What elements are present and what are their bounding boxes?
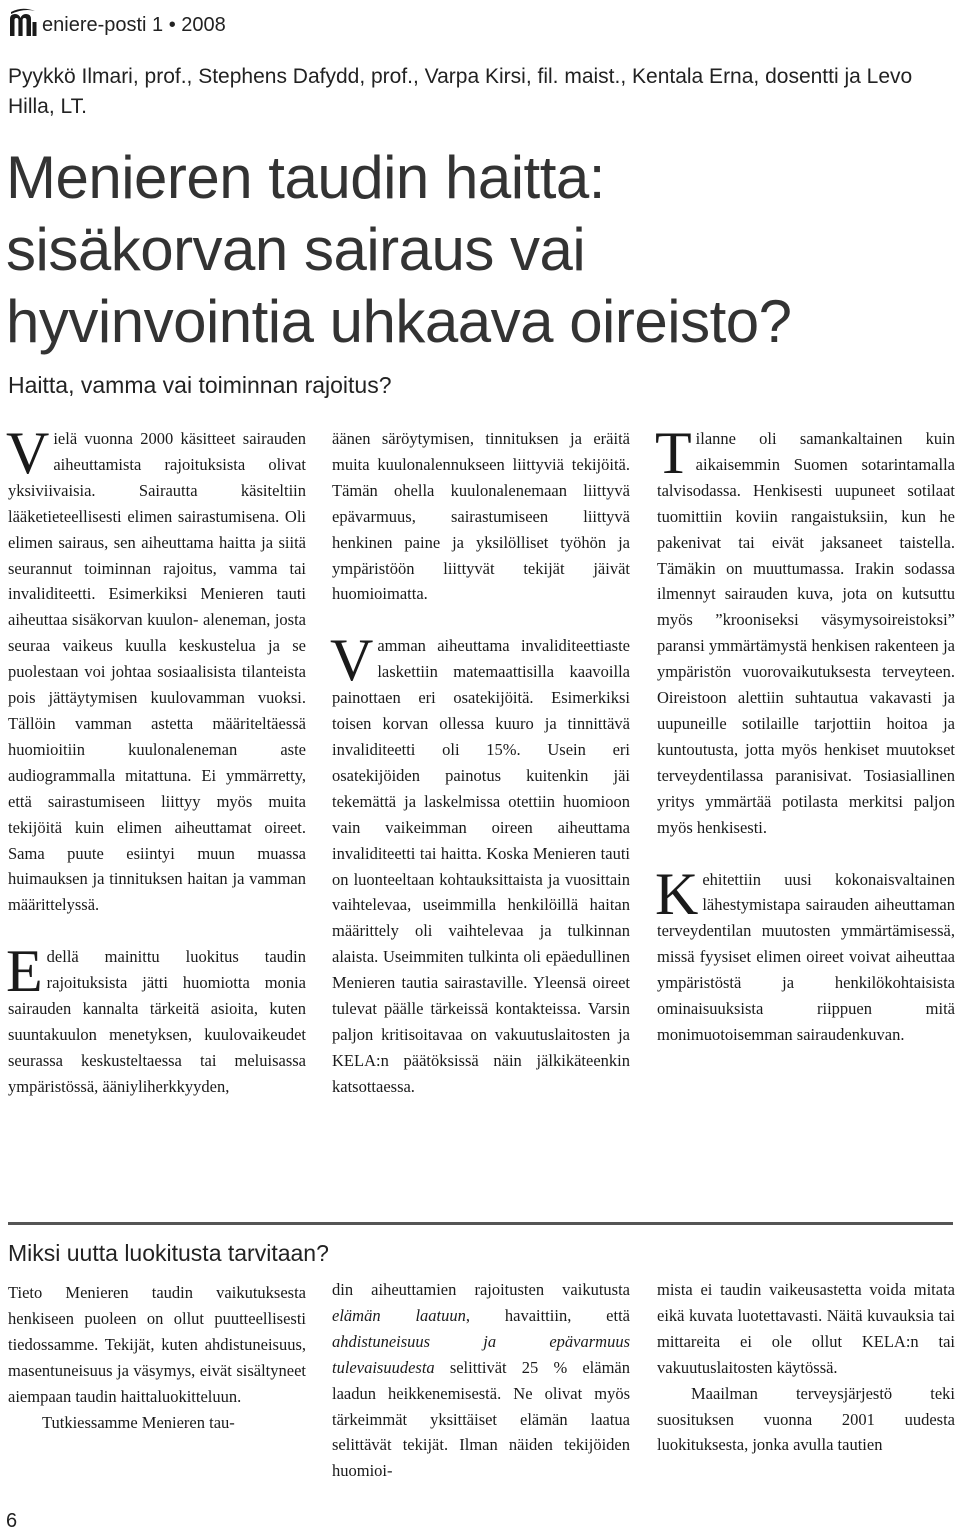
paragraph bbox=[6, 938, 306, 1099]
section-heading: Miksi uutta luokitusta tarvitaan? bbox=[8, 1240, 329, 1266]
paragraph: mista ei taudin vaikeusastetta voida mitata eikä kuvata luotettavasti. Näitä kuvauksia tai mittareita ei ole ollut KELA:n tai vakuutuslaitosten käytössä. bbox=[657, 1280, 955, 1377]
section-divider bbox=[8, 1222, 953, 1225]
page-number: 6 bbox=[6, 1510, 18, 1532]
emphasis-text: ahdistuneisuus ja epävarmuus tulevaisuudesta bbox=[332, 1331, 630, 1377]
paragraph bbox=[332, 426, 630, 607]
page-header bbox=[8, 8, 948, 40]
drop-cap: E bbox=[6, 938, 43, 1005]
paragraph-text: amman aiheuttama invaliditeettiaste laskettiin matemaattisilla kaavoilla painottaen eri osatekijöitä. Esimerkiksi toisen korvan ollessa kuuro ja tinnittävä invaliditeetti oli 15%. Usein eri osatekijöiden painotus kuitenkin jäi tekemättä ja laskelmissa otettiin huomioon vain vaikeimman oireen aiheuttama invaliditeetti tai haitta. Koska Menieren tauti on luonteeltaan kohtauksittaista ja vuosittain vaihtelevaa, useimmilla henkilöillä haitan määrittely oli vaihtelevaa ja tulkinnan alaista. Useimmiten tulkinta oli epäedullinen Menieren tautia sairastaville. Yleensä oireet tulevat päälle tärkeissä kontakteissa. Varsin paljon kritisoitavaa on vakuutuslaitosten ja KELA:n päätöksissä näin jälkikäteenkin katsottaessa. bbox=[332, 636, 630, 1096]
paragraph bbox=[655, 860, 955, 1048]
paragraph-text: ielä vuonna 2000 käsitteet sairauden aiheuttamista rajoituksista olivat yksiviivaisia. Sairautta käsiteltiin lääketieteellisesti elimen sairastumisena. Oli elimen sairaus, sen aiheuttama haitta ja siitä seurannut toiminnan rajoitus, vamma tai invaliditeetti. Esimerkiksi Menieren tauti aiheuttaa sisäkorvan kuulon- aleneman, josta seuraa vaikeus kuulla keskustelua ja se puolestaan voi johtaa sosiaalisista tilanteista pois jättäytymisen kuulovamman vuoksi. Tällöin vamman astetta määriteltäessä huomioitiin kuulonaleneman aste audiogrammalla mitattuna. Ei ymmärretty, että sairastumiseen liittyy myös muita tekijöitä kuin elimen aiheuttamat oireet. Sama puute esiintyi muun muassa huimauksen ja tinnituksen haitan ja vamman määrittelyssä. bbox=[8, 429, 306, 915]
paragraph: Tieto Menieren taudin vaikutuksesta henkiseen puoleen on ollut puutteellisesti tiedossamme. Tekijät, kuten ahdistuneisuus, masentuneisuus ja väsymys, eivät sisältyneet aiempaan taudin haittaluokitteluun. bbox=[8, 1283, 306, 1406]
title-line: Menieren taudin haitta: bbox=[6, 144, 605, 211]
text-column-4 bbox=[8, 1280, 306, 1435]
title-line: hyvinvointia uhkaava oireisto? bbox=[6, 288, 792, 355]
paragraph-text: dellä mainittu luokitus taudin rajoituksista jätti huomiotta monia sairauden kannalta tärkeitä asioita, kuten suuntakuulon menetyksen, kuulovaikeudet seurassa keskusteltaessa tai meluisassa ympäristössä, ääniyliherkkyyden, bbox=[8, 947, 306, 1096]
emphasis-text: elämän laatuun bbox=[332, 1305, 466, 1325]
paragraph: Tutkiessamme Menieren tau- bbox=[42, 1412, 235, 1432]
paragraph-text: ehitettiin uusi kokonaisvaltainen lähestymistapa sairauden aiheuttaman terveydentilan muutosten ymmärtämisessä, missä fyysiset elimen oireet voivat aiheuttaa ympäristöstä ja henkilökohtaisista ominaisuuksista riippuen mitä monimuotoisemman sairaudenkuvan. bbox=[657, 869, 955, 1044]
paragraph bbox=[655, 420, 955, 841]
paragraph bbox=[332, 1277, 630, 1484]
paragraph-text: din aiheuttamien rajoitusten vaikutusta bbox=[332, 1280, 630, 1299]
publication-name: eniere-posti 1 • 2008 bbox=[42, 14, 226, 36]
paragraph-text: , havaittiin, että bbox=[465, 1305, 630, 1325]
paragraph-text: selittivät 25 % elämän laadun heikkenemisestä. Ne olivat myös tärkeimmät yksittäiset elämän laatua selittävät tekijät. Ilman näiden tekijöiden huomioi- bbox=[332, 1357, 630, 1481]
paragraph-text: äänen säröytymisen, tinnituksen ja eräitä muita kuulonalennukseen liittyviä tekijöitä. Tämän ohella kuulonalenemaan liittyvä epävarmuus, sairastumiseen liittyvä henkinen paine ja yksilölliset työhön ja ympäristöön liittyvät tekijät jäivät huomioimatta. bbox=[332, 429, 630, 604]
drop-cap: V bbox=[330, 627, 374, 694]
drop-cap: T bbox=[655, 420, 692, 486]
article-authors: Pyykkö Ilmari, prof., Stephens Dafydd, prof., Varpa Kirsi, fil. maist., Kentala Erna, dosentti ja Levo Hilla, LT. bbox=[8, 65, 913, 118]
text-column-5 bbox=[332, 1277, 630, 1484]
drop-cap: K bbox=[655, 860, 699, 927]
paragraph-text: ilanne oli samankaltainen kuin aikaisemmin Suomen sotarintamalla talvisodassa. Henkisesti uupuneet sotilaat tuomittiin koviin rangaistuksiin, kun he pakenivat tai eivät jaksaneet taistella. Tämäkin on muuttumassa. Irakin sodassa ilmennyt sairauden kuva, jota on kutsuttu myös ”krooniseksi väsymysoireistoksi” paransi ymmärtämystä henkisen rakenteen ja ympäristön vuorovaikutuksesta terveyteen. Oireistoon alettiin suhtautua vakavasti ja uupuneille sotilaille tarjottiin hoitoa ja kuntoutusta, jotta myös henkiset muutokset terveydentilassa paranisivat. Tosiasiallinen yritys ymmärtää potilasta merkitsi paljon myös henkisesti. bbox=[657, 429, 955, 837]
paragraph: Maailman terveysjärjestö teki suosituksen vuonna 2001 uudesta luokituksesta, jonka avulla tautien bbox=[657, 1383, 955, 1455]
publication-logo-icon bbox=[8, 8, 38, 38]
paragraph bbox=[330, 627, 630, 1099]
text-column-3 bbox=[655, 420, 955, 1048]
title-line: sisäkorvan sairaus vai bbox=[6, 216, 586, 283]
section-heading: Haitta, vamma vai toiminnan rajoitus? bbox=[8, 372, 392, 398]
text-column-6 bbox=[657, 1277, 955, 1458]
paragraph bbox=[6, 420, 306, 918]
drop-cap: V bbox=[6, 420, 50, 486]
text-column-2 bbox=[332, 426, 630, 1100]
article-title bbox=[6, 142, 951, 358]
text-column-1 bbox=[6, 420, 306, 1100]
